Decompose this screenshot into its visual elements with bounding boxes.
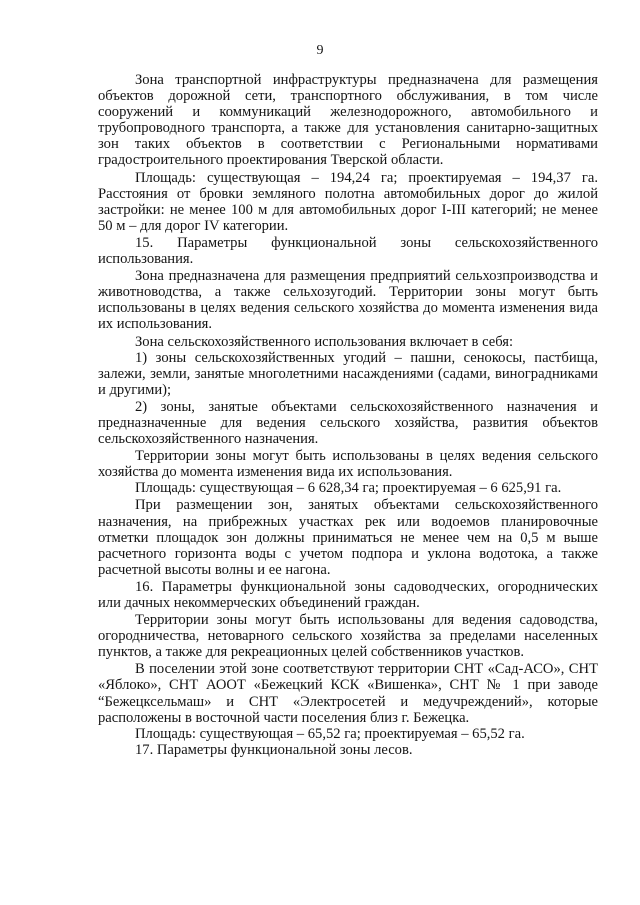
paragraph-garden-use: Территории зоны могут быть использованы для ведения садоводства, огородничества, нетоварного сельского хозяйства за пределами населенных пунктов, а также для рекреационных целей собственников участков. [98, 612, 598, 661]
paragraph-agricultural-purpose: Зона предназначена для размещения предприятий сельхозпроизводства и животноводства, а также сельхозугодий. Территории зоны могут быть использованы в целях ведения сельского хозяйства до момента изменения вида их использования. [98, 268, 598, 333]
page-number: 9 [316, 43, 324, 58]
paragraph-agricultural-use: Территории зоны могут быть использованы в целях ведения сельского хозяйства до момента изменения вида их использования. [98, 448, 598, 481]
document-body [98, 72, 598, 758]
list-item-agricultural-lands: 1) зоны сельскохозяйственных угодий – пашни, сенокосы, пастбища, залежи, земли, занятые многолетними насаждениями (садами, виноградниками и другими); [98, 349, 598, 398]
paragraph-garden-territories: В поселении этой зоне соответствуют территории СНТ «Сад-АСО», СНТ «Яблоко», СНТ АООТ «Бежецкий КСК «Вишенка», СНТ № 1 при заводе “Бежецксельмаш» и СНТ «Электросетей и медучреждений», которые расположены в восточной части поселения близ г. Бежецка. [98, 661, 598, 726]
heading-forest-zone: 17. Параметры функциональной зоны лесов. [135, 741, 413, 758]
list-item-agricultural-objects: 2) зоны, занятые объектами сельскохозяйственного назначения и предназначенные для ведения сельского хозяйства, развития объектов сельскохозяйственного назначения. [98, 398, 598, 448]
paragraph-agricultural-area: Площадь: существующая – 6 628,34 га; проектируемая – 6 625,91 га. [135, 480, 562, 497]
paragraph-agricultural-includes: Зона сельскохозяйственного использования включает в себя: [135, 333, 514, 350]
paragraph-garden-area: Площадь: существующая – 65,52 га; проектируемая – 65,52 га. [135, 725, 525, 742]
paragraph-transport-area: Площадь: существующая – 194,24 га; проектируемая – 194,37 га. Расстояния от бровки земляного полотна автомобильных дорог до жилой застройки: не менее 100 м для автомобильных дорог I-III категорий; не менее 50 м – для дорог IV категории. [98, 169, 598, 234]
paragraph-coastal-placement: При размещении зон, занятых объектами сельскохозяйственного назначения, на прибрежных участках рек или водоемов планировочные отметки площадок зон должны приниматься не менее чем на 0,5 м выше расчетного горизонта воды с учетом подпора и уклона водотока, а также расчетной высоты волны и ее нагона. [98, 497, 598, 578]
heading-garden-zone: 16. Параметры функциональной зоны садоводческих, огороднических или дачных некоммерческих объединений граждан. [98, 578, 598, 611]
heading-agricultural-zone: 15. Параметры функциональной зоны сельскохозяйственного использования. [98, 234, 598, 268]
paragraph-transport-zone: Зона транспортной инфраструктуры предназначена для размещения объектов дорожной сети, транспортного обслуживания, в том числе сооружений и коммуникаций железнодорожного, автомобильного и трубопроводного транспорта, а также для установления санитарно-защитных зон таких объектов в соответствии с Региональными нормативами градостроительного проектирования Тверской области. [98, 72, 598, 169]
